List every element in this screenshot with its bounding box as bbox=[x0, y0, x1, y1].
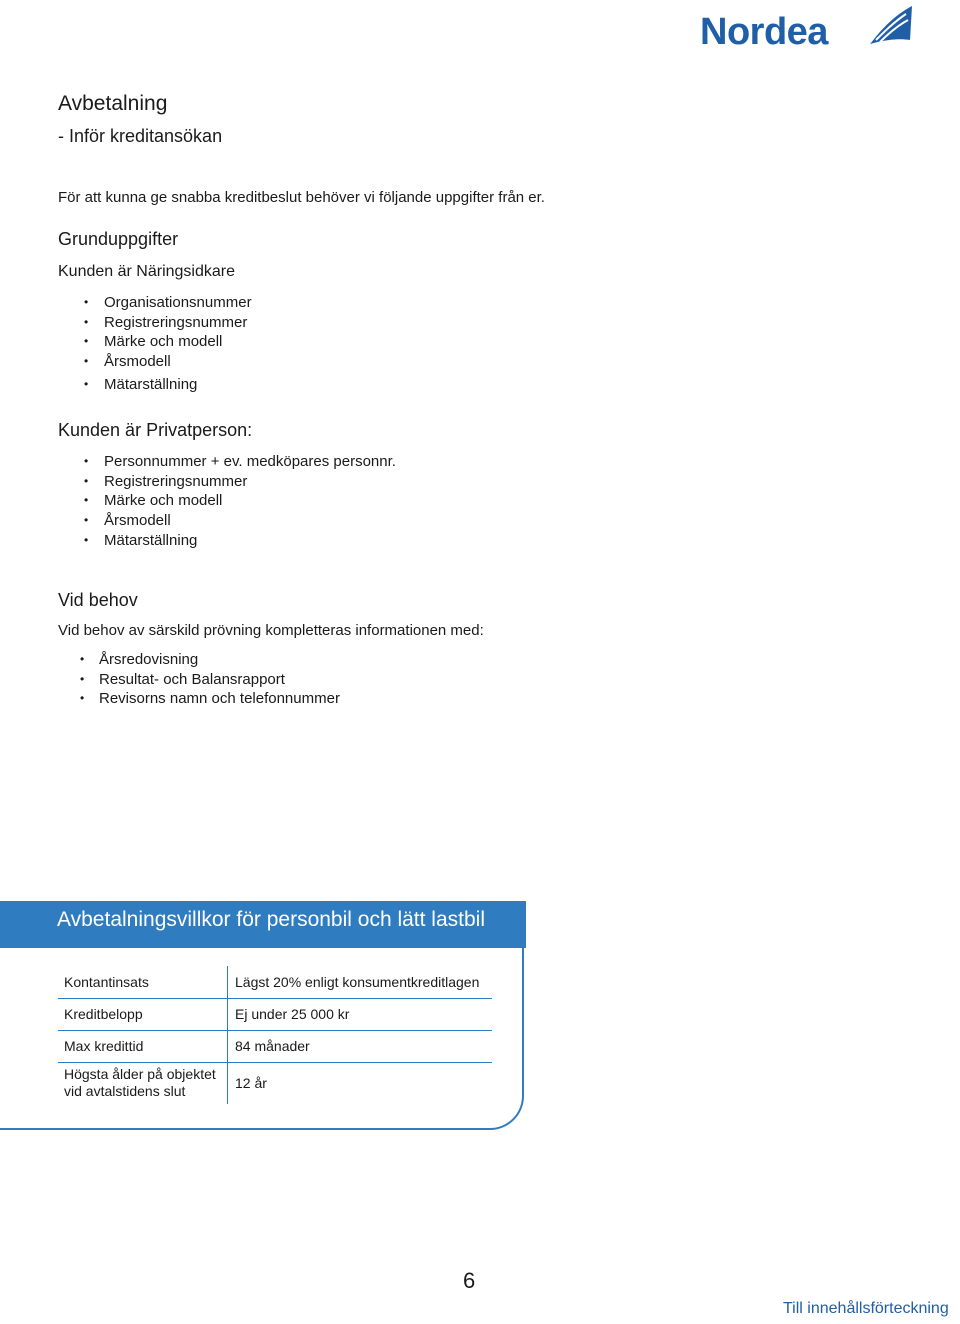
extra-text: Vid behov av särskild prövning kompletteras informationen med: bbox=[58, 622, 484, 639]
page-title: Avbetalning bbox=[58, 92, 168, 115]
term-key: Högsta ålder på objektet vid avtalstidens slut bbox=[58, 1062, 228, 1104]
nordea-logo bbox=[700, 4, 914, 54]
list-item: • Märke och modell bbox=[58, 491, 396, 511]
table-row bbox=[58, 1062, 492, 1104]
term-key: Kreditbelopp bbox=[58, 998, 228, 1030]
term-value: 84 månader bbox=[228, 1030, 493, 1062]
list-item: • Registreringsnummer bbox=[58, 313, 252, 333]
intro-text: För att kunna ge snabba kreditbeslut behöver vi följande uppgifter från er. bbox=[58, 189, 545, 206]
sail-icon bbox=[864, 4, 914, 48]
toc-link[interactable]: Till innehållsförteckning bbox=[783, 1300, 949, 1317]
term-value: 12 år bbox=[228, 1062, 493, 1104]
list-item: • Organisationsnummer bbox=[58, 293, 252, 313]
logo-text: Nordea bbox=[700, 11, 828, 53]
term-value: Lägst 20% enligt konsumentkreditlagen bbox=[235, 973, 480, 990]
term-value: Ej under 25 000 kr bbox=[228, 998, 493, 1030]
terms-table bbox=[58, 966, 492, 1104]
extra-list bbox=[58, 650, 340, 709]
list-item: • Resultat- och Balansrapport bbox=[58, 670, 340, 690]
list-item: • Årsmodell bbox=[58, 511, 396, 531]
terms-title: Avbetalningsvillkor för personbil och lätt lastbil bbox=[57, 908, 485, 931]
list-item: • Mätarställning bbox=[58, 531, 396, 551]
table-row bbox=[58, 966, 492, 998]
list-item: • Revisorns namn och telefonnummer bbox=[58, 689, 340, 709]
private-list bbox=[58, 452, 396, 551]
business-heading: Kunden är Näringsidkare bbox=[58, 263, 235, 280]
list-item: • Registreringsnummer bbox=[58, 472, 396, 492]
list-item: • Årsmodell bbox=[58, 352, 252, 372]
extra-heading: Vid behov bbox=[58, 590, 138, 610]
table-row bbox=[58, 1030, 492, 1062]
list-item: • Mätarställning bbox=[58, 375, 252, 395]
table-row bbox=[58, 998, 492, 1030]
basic-heading: Grunduppgifter bbox=[58, 229, 179, 249]
list-item: • Årsredovisning bbox=[58, 650, 340, 670]
list-item: • Märke och modell bbox=[58, 332, 252, 352]
page-subtitle: - Inför kreditansökan bbox=[58, 126, 223, 146]
list-item: • Personnummer + ev. medköpares personnr. bbox=[58, 452, 396, 472]
private-heading: Kunden är Privatperson: bbox=[58, 420, 253, 440]
term-key: Max kredittid bbox=[58, 1030, 228, 1062]
term-key: Kontantinsats bbox=[58, 966, 228, 998]
page-number: 6 bbox=[463, 1268, 476, 1293]
business-list bbox=[58, 293, 252, 395]
